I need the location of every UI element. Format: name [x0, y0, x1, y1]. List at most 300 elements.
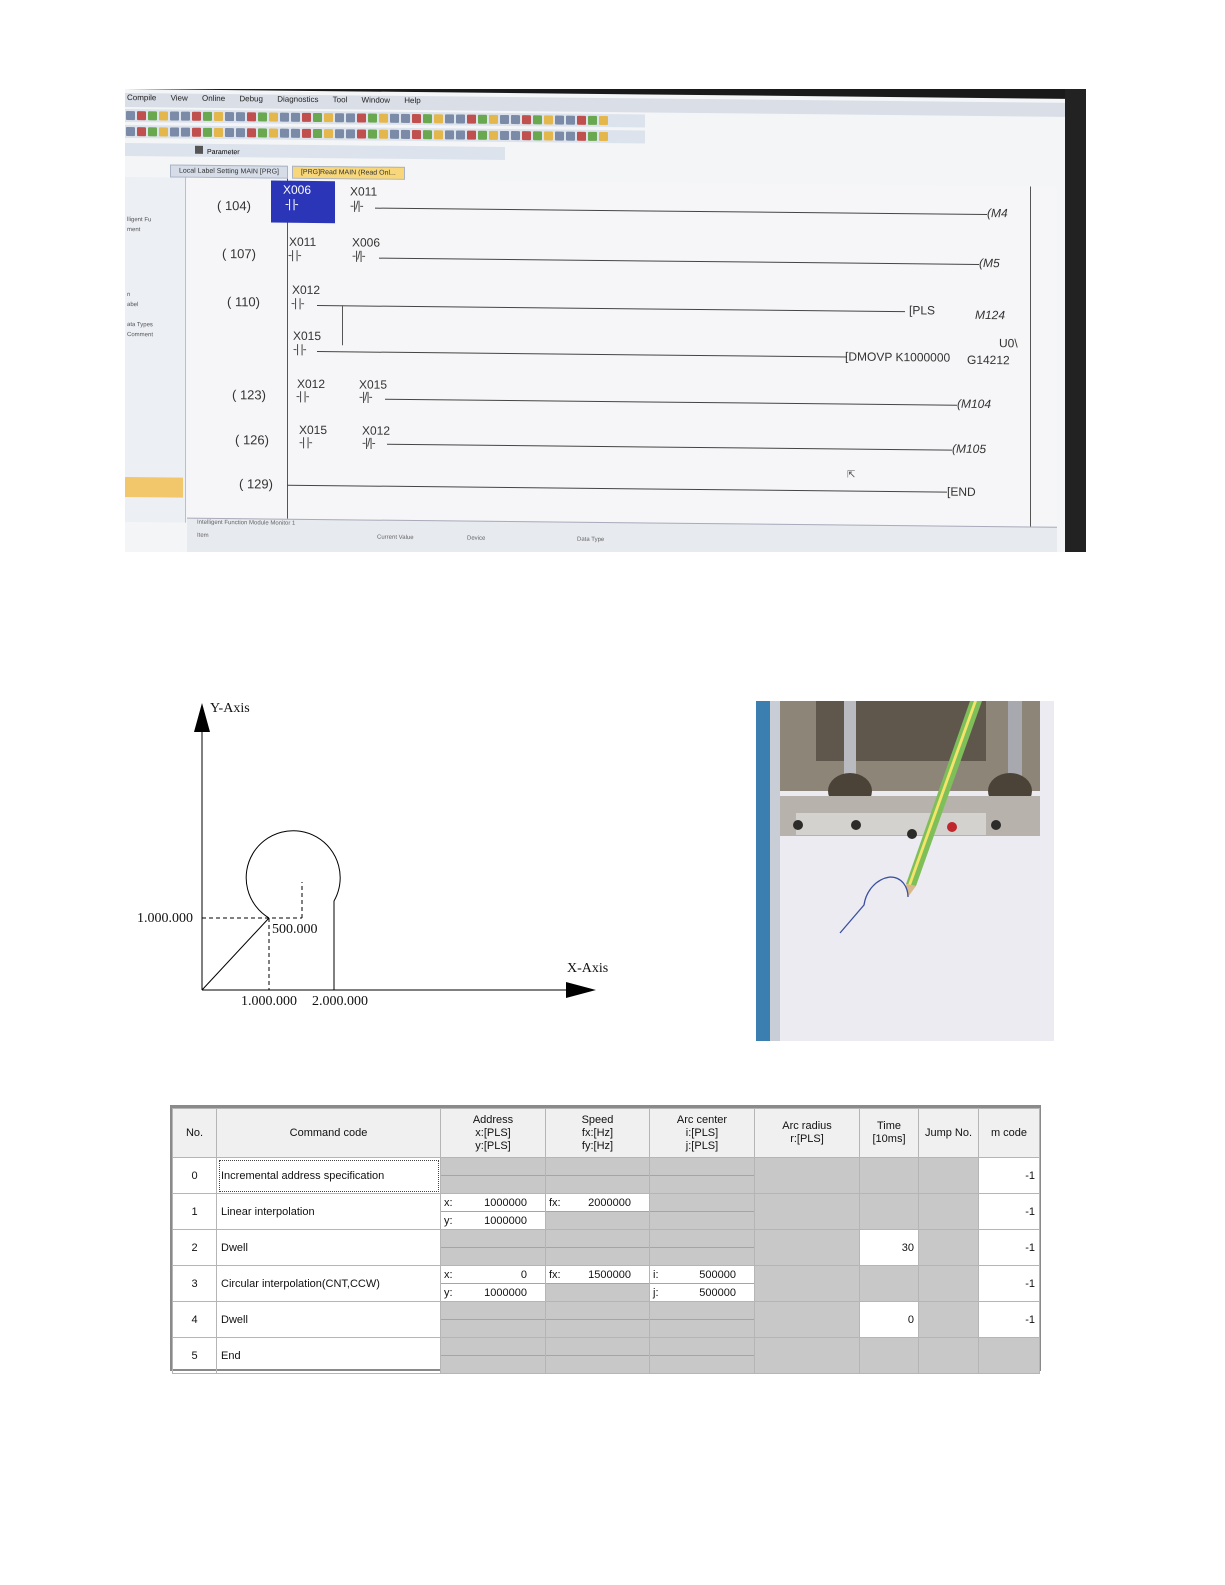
step-number: ( 126) — [235, 432, 269, 448]
arc-center-cell[interactable] — [650, 1158, 755, 1194]
arc-radius-cell[interactable] — [755, 1302, 860, 1338]
toolbar-button-icon[interactable] — [269, 129, 278, 138]
toolbar-button-icon[interactable] — [203, 112, 212, 121]
arc-radius-cell[interactable] — [755, 1158, 860, 1194]
arc-center-cell-value[interactable] — [650, 1158, 754, 1176]
rung-wire — [375, 208, 987, 215]
m-code-cell[interactable]: -1 — [979, 1230, 1040, 1266]
command-code-cell[interactable]: Circular interpolation(CNT,CCW) — [217, 1266, 441, 1302]
toolbar-button-icon[interactable] — [302, 113, 311, 122]
nav-selected-bar — [125, 477, 183, 498]
coil-output[interactable]: (M104 — [957, 396, 992, 412]
toolbar-button-icon[interactable] — [500, 131, 509, 140]
menu-diagnostics[interactable]: Diagnostics — [277, 94, 319, 105]
column-header: Data Type — [577, 536, 605, 544]
field-value: 1000000 — [484, 1286, 527, 1299]
arc-center-cell-value[interactable] — [650, 1356, 754, 1373]
toolbar-button-icon[interactable] — [313, 129, 322, 138]
address-cell-value[interactable] — [441, 1230, 545, 1248]
toolbar-button-icon[interactable] — [280, 129, 289, 138]
pls-operand: M124 — [975, 307, 1006, 323]
contact-nc[interactable]: -|/|- — [362, 435, 375, 450]
field-value: 2000000 — [588, 1196, 631, 1209]
header-time: Time [10ms] — [860, 1109, 919, 1158]
toolbar-button-icon[interactable] — [214, 112, 223, 121]
address-cell-value[interactable] — [441, 1248, 545, 1265]
end-label: END — [950, 484, 976, 499]
toolbar-button-icon[interactable] — [236, 128, 245, 137]
plotter-machine-photo — [756, 701, 1054, 1041]
arc-radius-cell[interactable] — [755, 1230, 860, 1266]
branch-wire — [342, 305, 343, 345]
speed-cell[interactable] — [546, 1230, 650, 1266]
toolbar-button-icon[interactable] — [401, 114, 410, 123]
toolbar-button-icon[interactable] — [137, 111, 146, 120]
toolbar-1 — [125, 109, 645, 127]
nav-item[interactable]: ment — [127, 227, 141, 234]
speed-cell-value[interactable] — [546, 1248, 649, 1265]
field-key: y: — [444, 1214, 453, 1227]
speed-cell-value[interactable] — [546, 1356, 649, 1373]
x-tick-label: 2.000.000 — [312, 994, 368, 1009]
toolbar-button-icon[interactable] — [467, 131, 476, 140]
toolbar-button-icon[interactable] — [533, 131, 542, 140]
speed-cell[interactable] — [546, 1302, 650, 1338]
coil-label: M104 — [961, 396, 992, 412]
toolbar-button-icon[interactable] — [346, 113, 355, 122]
toolbar-button-icon[interactable] — [555, 116, 564, 125]
toolbar-button-icon[interactable] — [236, 112, 245, 121]
time-cell[interactable]: 30 — [860, 1230, 919, 1266]
toolbar-button-icon[interactable] — [489, 115, 498, 124]
toolbar-button-icon[interactable] — [478, 115, 487, 124]
row-number: 0 — [173, 1158, 217, 1194]
toolbar-button-icon[interactable] — [159, 111, 168, 120]
header-no: No. — [173, 1109, 217, 1158]
header-m-code: m code — [979, 1109, 1040, 1158]
arc-center-cell-value[interactable] — [650, 1176, 754, 1193]
toolbar-button-icon[interactable] — [522, 131, 531, 140]
step-number: ( 129) — [239, 476, 273, 492]
menu-window[interactable]: Window — [361, 95, 390, 105]
toolbar-button-icon[interactable] — [368, 130, 377, 139]
field-value: 1000000 — [484, 1196, 527, 1209]
y-axis-label: Y-Axis — [210, 701, 250, 716]
field-key: i: — [653, 1268, 659, 1281]
menu-help[interactable]: Help — [404, 95, 421, 106]
header-address: Address x:[PLS] y:[PLS] — [441, 1109, 546, 1158]
toolbar-button-icon[interactable] — [181, 112, 190, 121]
jump-no-cell[interactable] — [919, 1266, 979, 1302]
toolbar-button-icon[interactable] — [313, 113, 322, 122]
toolbar-button-icon[interactable] — [269, 113, 278, 122]
column-header: Device — [467, 535, 486, 542]
linear-path — [202, 918, 269, 990]
toolbar-button-icon[interactable] — [522, 115, 531, 124]
field-value: 1000000 — [484, 1214, 527, 1227]
field-key: x: — [444, 1268, 453, 1281]
contact-nc[interactable]: -|/|- — [359, 389, 372, 404]
arc-center-cell-value[interactable] — [650, 1212, 754, 1229]
toolbar-button-icon[interactable] — [379, 114, 388, 123]
coil-label: M5 — [983, 255, 1000, 271]
speed-cell[interactable] — [546, 1266, 650, 1302]
project-navigation — [125, 177, 186, 523]
dmovp-dest-prefix: U0\ — [999, 336, 1018, 351]
address-cell-value[interactable] — [441, 1284, 545, 1301]
speed-cell-value[interactable] — [546, 1158, 649, 1176]
toolbar-button-icon[interactable] — [126, 127, 135, 136]
rung-wire — [387, 444, 952, 451]
speed-cell[interactable] — [546, 1158, 650, 1194]
toolbar-button-icon[interactable] — [280, 113, 289, 122]
toolbar-button-icon[interactable] — [577, 116, 586, 125]
time-cell[interactable] — [860, 1338, 919, 1374]
toolbar-button-icon[interactable] — [258, 112, 267, 121]
field-key: y: — [444, 1286, 453, 1299]
step-number: ( 107) — [222, 246, 256, 262]
toolbar-button-icon[interactable] — [511, 131, 520, 140]
coil-label: M4 — [991, 206, 1008, 221]
row-number: 3 — [173, 1266, 217, 1302]
address-cell-value[interactable] — [441, 1176, 545, 1193]
speed-cell-value[interactable] — [546, 1302, 649, 1320]
speed-cell[interactable] — [546, 1338, 650, 1374]
rung-wire — [317, 351, 847, 358]
contact-no[interactable]: -| |- — [296, 388, 309, 403]
header-speed: Speed fx:[Hz] fy:[Hz] — [546, 1109, 650, 1158]
gx-works-window — [125, 89, 1065, 552]
toolbar-button-icon[interactable] — [357, 113, 366, 122]
toolbar-button-icon[interactable] — [203, 128, 212, 137]
nav-item[interactable]: lligent Fu — [127, 217, 152, 224]
toolbar-button-icon[interactable] — [588, 116, 597, 125]
jump-no-cell[interactable] — [919, 1230, 979, 1266]
coil-output[interactable]: (M4 — [987, 206, 1008, 221]
toolbar-button-icon[interactable] — [456, 114, 465, 123]
x-axis-label: X-Axis — [567, 961, 609, 976]
arc-radius-cell[interactable] — [755, 1338, 860, 1374]
toolbar-button-icon[interactable] — [456, 130, 465, 139]
left-power-rail — [287, 179, 288, 519]
field-value: 1500000 — [588, 1268, 631, 1281]
arc-radius-cell[interactable] — [755, 1194, 860, 1230]
table-row — [173, 1194, 1040, 1230]
toolbar-3 — [125, 143, 505, 160]
toolbar-button-icon[interactable] — [346, 129, 355, 138]
device-label: X011 — [350, 184, 378, 199]
contact-no[interactable]: -| |- — [288, 247, 301, 262]
toolbar-button-icon[interactable] — [302, 129, 311, 138]
nav-item[interactable]: Comment — [127, 332, 154, 339]
monitor-tab[interactable]: Intelligent Function Module Monitor 1 — [197, 519, 296, 527]
toolbar-2 — [125, 125, 645, 143]
address-cell-value[interactable] — [441, 1212, 545, 1229]
header-jump-no: Jump No. — [919, 1109, 979, 1158]
row-number: 5 — [173, 1338, 217, 1374]
menu-view[interactable]: View — [170, 93, 188, 103]
toolbar-button-icon[interactable] — [247, 128, 256, 137]
arc-center-cell-value[interactable] — [650, 1338, 754, 1356]
pls-label: PLS — [912, 303, 936, 318]
time-cell[interactable] — [860, 1266, 919, 1302]
time-cell[interactable] — [860, 1158, 919, 1194]
jump-no-cell[interactable] — [919, 1194, 979, 1230]
rung-wire — [379, 258, 979, 265]
nav-item[interactable]: n — [127, 292, 131, 299]
toolbar-button-icon[interactable] — [478, 131, 487, 140]
menu-tool[interactable]: Tool — [332, 95, 348, 105]
address-cell-value[interactable] — [441, 1266, 545, 1284]
rung-wire — [287, 485, 947, 493]
toolbar-button-icon[interactable] — [368, 114, 377, 123]
header-arc-radius: Arc radius r:[PLS] — [755, 1109, 860, 1158]
m-code-cell[interactable] — [979, 1338, 1040, 1374]
toolbar-button-icon[interactable] — [181, 128, 190, 137]
parameter-label[interactable]: Parameter — [206, 148, 240, 157]
nav-item[interactable]: ata Types — [127, 322, 153, 329]
toolbar-button-icon[interactable] — [192, 112, 201, 121]
toolbar-button-icon[interactable] — [599, 116, 608, 125]
toolbar-button-icon[interactable] — [511, 115, 520, 124]
toolbar-button-icon[interactable] — [390, 130, 399, 139]
address-cell-value[interactable] — [441, 1320, 545, 1337]
toolbar-button-icon[interactable] — [137, 127, 146, 136]
toolbar-button-icon[interactable] — [566, 132, 575, 141]
toolbar-button-icon[interactable] — [555, 132, 564, 141]
toolbar-button-icon[interactable] — [423, 114, 432, 123]
address-cell-value[interactable] — [441, 1338, 545, 1356]
device-label: X006 — [283, 182, 312, 197]
x-tick-label: 1.000.000 — [241, 994, 297, 1009]
dmovp-dest: G14212 — [967, 352, 1010, 368]
time-cell[interactable]: 0 — [860, 1302, 919, 1338]
contact-no: -| |- — [285, 196, 298, 211]
jump-no-cell[interactable] — [919, 1338, 979, 1374]
device-label: X015 — [293, 328, 322, 344]
contact-nc[interactable]: -|/|- — [350, 198, 363, 213]
toolbar-button-icon[interactable] — [170, 127, 179, 136]
device-label: X011 — [289, 234, 317, 250]
tab-main-program[interactable]: [PRG]Read MAIN (Read Onl... — [292, 166, 405, 180]
command-code-cell[interactable]: Linear interpolation — [217, 1194, 441, 1230]
toolbar-button-icon[interactable] — [533, 115, 542, 124]
toolbar-button-icon[interactable] — [544, 115, 553, 124]
speed-cell-value[interactable] — [546, 1230, 649, 1248]
y-tick-label: 1.000.000 — [137, 911, 193, 926]
arc-center-cell[interactable] — [650, 1194, 755, 1230]
toolbar-button-icon[interactable] — [588, 132, 597, 141]
command-code-cell[interactable]: End — [217, 1338, 441, 1374]
jump-no-cell[interactable] — [919, 1158, 979, 1194]
address-cell[interactable] — [441, 1230, 546, 1266]
column-header: Current Value — [377, 534, 414, 542]
dmovp-label: DMOVP K1000000 — [848, 349, 951, 365]
tab-local-label[interactable]: Local Label Setting MAIN [PRG] — [170, 164, 288, 178]
row-number: 2 — [173, 1230, 217, 1266]
dmovp-instruction[interactable]: [DMOVP K1000000 — [845, 349, 951, 365]
toolbar-button-icon[interactable] — [335, 113, 344, 122]
arc-center-cell-value[interactable] — [650, 1284, 754, 1301]
toolbar-button-icon[interactable] — [291, 113, 300, 122]
toolbar-button-icon[interactable] — [445, 130, 454, 139]
address-cell[interactable] — [441, 1302, 546, 1338]
table-row — [173, 1338, 1040, 1374]
ladder-editor — [187, 178, 1057, 527]
field-value: 500000 — [699, 1268, 736, 1281]
toolbar-button-icon[interactable] — [401, 130, 410, 139]
table-row — [173, 1266, 1040, 1302]
time-cell[interactable] — [860, 1194, 919, 1230]
toolbar-button-icon[interactable] — [434, 114, 443, 123]
arc-center-cell[interactable] — [650, 1302, 755, 1338]
arc-center-cell-value[interactable] — [650, 1194, 754, 1212]
toolbar-button-icon[interactable] — [324, 113, 333, 122]
selected-contact[interactable] — [271, 181, 335, 224]
toolbar-button-icon[interactable] — [412, 130, 421, 139]
arc-center-cell-value[interactable] — [650, 1302, 754, 1320]
toolbar-button-icon[interactable] — [225, 112, 234, 121]
mouse-cursor-icon: ⇱ — [847, 469, 856, 481]
toolbar-button-icon[interactable] — [423, 130, 432, 139]
toolbar-button-icon[interactable] — [192, 128, 201, 137]
step-number: ( 123) — [232, 387, 266, 403]
arc-center-cell[interactable] — [650, 1266, 755, 1302]
speed-cell-value[interactable] — [546, 1212, 649, 1229]
toolbar-button-icon[interactable] — [291, 129, 300, 138]
toolbar-button-icon[interactable] — [434, 130, 443, 139]
address-cell[interactable] — [441, 1194, 546, 1230]
row-number: 4 — [173, 1302, 217, 1338]
speed-cell-value[interactable] — [546, 1194, 649, 1212]
arc-center-cell-value[interactable] — [650, 1230, 754, 1248]
toolbar-button-icon[interactable] — [500, 115, 509, 124]
arc-center-cell[interactable] — [650, 1338, 755, 1374]
arc-center-cell-value[interactable] — [650, 1320, 754, 1337]
field-key: j: — [653, 1286, 659, 1299]
end-instruction[interactable]: [END — [947, 484, 976, 499]
speed-cell-value[interactable] — [546, 1176, 649, 1193]
row-number: 1 — [173, 1194, 217, 1230]
menu-compile[interactable]: Compile — [127, 93, 157, 103]
header-arc-center: Arc center i:[PLS] j:[PLS] — [650, 1109, 755, 1158]
toolbar-button-icon[interactable] — [335, 129, 344, 138]
speed-cell[interactable] — [546, 1194, 650, 1230]
address-cell-value[interactable] — [441, 1158, 545, 1176]
table-row — [173, 1230, 1040, 1266]
toolbar-button-icon[interactable] — [445, 114, 454, 123]
nav-item[interactable]: abel — [127, 302, 139, 309]
contact-no[interactable]: -| |- — [293, 341, 306, 356]
contact-no[interactable]: -| |- — [299, 434, 312, 449]
coil-output[interactable]: (M105 — [952, 441, 987, 457]
contact-no[interactable]: -| |- — [291, 295, 304, 310]
interpolation-path-diagram — [130, 690, 630, 1020]
m-code-cell[interactable]: -1 — [979, 1194, 1040, 1230]
arc-radius-cell[interactable] — [755, 1266, 860, 1302]
arc-center-cell-value[interactable] — [650, 1248, 754, 1265]
toolbar-button-icon[interactable] — [214, 128, 223, 137]
address-cell-value[interactable] — [441, 1194, 545, 1212]
address-cell-value[interactable] — [441, 1302, 545, 1320]
monitor-bezel — [1065, 89, 1086, 552]
step-number: ( 104) — [217, 197, 251, 214]
speed-cell-value[interactable] — [546, 1284, 649, 1301]
toolbar-button-icon[interactable] — [148, 111, 157, 120]
toolbar-button-icon[interactable] — [159, 127, 168, 136]
toolbar-button-icon[interactable] — [412, 114, 421, 123]
toolbar-button-icon[interactable] — [170, 111, 179, 120]
jump-no-cell[interactable] — [919, 1302, 979, 1338]
toolbar-button-icon[interactable] — [379, 130, 388, 139]
contact-nc[interactable]: -|/|- — [352, 248, 365, 263]
address-cell-value[interactable] — [441, 1356, 545, 1373]
toolbar-button-icon[interactable] — [390, 114, 399, 123]
device-label: X006 — [352, 235, 381, 250]
radius-label: 500.000 — [272, 922, 318, 937]
rung-wire — [317, 305, 905, 312]
positioning-data-table — [170, 1105, 1041, 1371]
toolbar-button-icon[interactable] — [357, 129, 366, 138]
column-header: Item — [197, 532, 209, 539]
toolbar-button-icon[interactable] — [489, 131, 498, 140]
m-code-cell[interactable]: -1 — [979, 1266, 1040, 1302]
toolbar-button-icon[interactable] — [324, 129, 333, 138]
x-axis-arrow-icon — [566, 982, 596, 998]
rung-wire — [385, 399, 957, 406]
field-key: fx: — [549, 1196, 561, 1209]
y-axis-arrow-icon — [194, 703, 210, 732]
m-code-cell[interactable]: -1 — [979, 1302, 1040, 1338]
command-code-cell[interactable]: Dwell — [217, 1302, 441, 1338]
toolbar-button-icon[interactable] — [467, 115, 476, 124]
parameter-icon[interactable] — [195, 146, 203, 154]
speed-cell-value[interactable] — [546, 1266, 649, 1284]
command-code-cell[interactable]: Incremental address specification — [217, 1158, 441, 1194]
toolbar-button-icon[interactable] — [566, 116, 575, 125]
arc-center-cell-value[interactable] — [650, 1266, 754, 1284]
toolbar-button-icon[interactable] — [599, 132, 608, 141]
speed-cell-value[interactable] — [546, 1320, 649, 1337]
toolbar-button-icon[interactable] — [126, 111, 135, 120]
coil-output[interactable]: (M5 — [979, 255, 1000, 271]
menu-online[interactable]: Online — [202, 93, 226, 104]
field-value: 0 — [520, 1268, 527, 1281]
arc-center-cell[interactable] — [650, 1230, 755, 1266]
pls-instruction[interactable]: [PLS — [909, 303, 936, 318]
address-cell[interactable] — [441, 1338, 546, 1374]
toolbar-button-icon[interactable] — [225, 128, 234, 137]
field-value: 500000 — [699, 1286, 736, 1299]
header-command-code: Command code — [217, 1109, 441, 1158]
m-code-cell[interactable]: -1 — [979, 1158, 1040, 1194]
field-key: fx: — [549, 1268, 561, 1281]
address-cell[interactable] — [441, 1158, 546, 1194]
table-row — [173, 1158, 1040, 1194]
address-cell[interactable] — [441, 1266, 546, 1302]
toolbar-button-icon[interactable] — [258, 128, 267, 137]
toolbar-button-icon[interactable] — [544, 131, 553, 140]
toolbar-button-icon[interactable] — [577, 132, 586, 141]
menu-debug[interactable]: Debug — [239, 94, 263, 104]
toolbar-button-icon[interactable] — [247, 112, 256, 121]
device-label: X015 — [299, 422, 328, 438]
command-code-cell[interactable]: Dwell — [217, 1230, 441, 1266]
speed-cell-value[interactable] — [546, 1338, 649, 1356]
device-label: X015 — [359, 377, 388, 392]
toolbar-button-icon[interactable] — [148, 127, 157, 136]
field-key: x: — [444, 1196, 453, 1209]
